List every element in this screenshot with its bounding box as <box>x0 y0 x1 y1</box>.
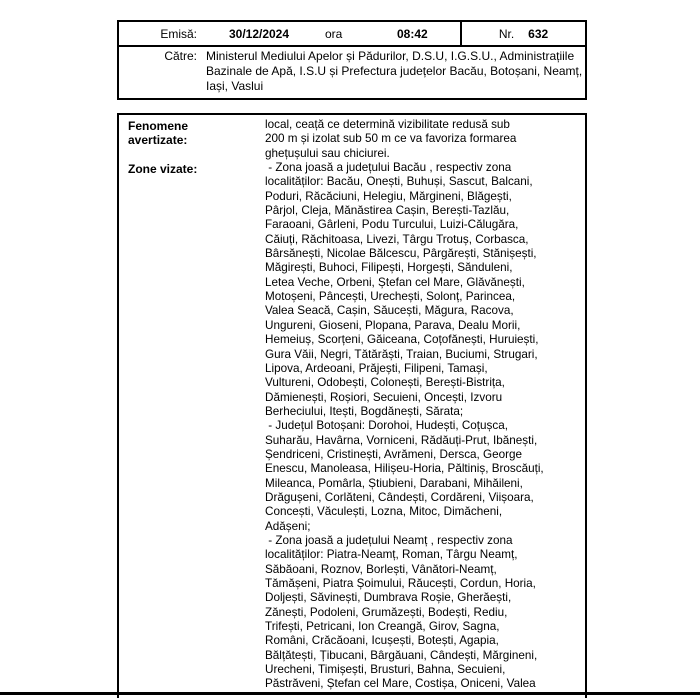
text-line: Români, Crăcăoani, Icușești, Botești, Agapia, <box>265 634 499 648</box>
number-cell <box>462 22 585 45</box>
ora-label: ora <box>325 26 343 41</box>
text-line: Trifești, Petricani, Ion Creangă, Girov, Sagna, <box>265 620 500 634</box>
text-line: ghețușului sau chiciurei. <box>265 146 390 160</box>
text-line: Mileanca, Pomârla, Știubieni, Darabani, Mihăileni, <box>265 476 523 490</box>
header-row-issued <box>119 22 585 45</box>
nr-value: 632 <box>528 26 549 41</box>
text-line: Urecheni, Timișești, Brusturi, Bahna, Secuieni, <box>265 663 506 677</box>
fenomene-row <box>119 118 585 161</box>
text-line: Păstrăveni, Ștefan cel Mare, Costișa, Oniceni, Valea <box>265 677 536 691</box>
header-table <box>117 20 587 100</box>
issued-cell <box>119 22 462 45</box>
issue-date: 30/12/2024 <box>228 26 290 41</box>
text-line: - Județul Botoșani: Dorohoi, Hudești, Coțușca, <box>265 419 508 433</box>
text-line: Tămășeni, Piatra Șoimului, Răucești, Cordun, Horia, <box>265 577 536 590</box>
nr-label: Nr. <box>498 26 515 41</box>
page-bottom-rule <box>0 692 700 695</box>
zone-text <box>265 161 585 692</box>
text-line: 200 m și izolat sub 50 m ce va favoriza formarea <box>265 132 517 146</box>
text-line: Măgirești, Buhoci, Filipești, Horgești, Sănduleni, <box>265 261 513 275</box>
text-line: Săbăoani, Roznov, Borlești, Vânători-Neamț, <box>265 562 497 576</box>
text-line: Enescu, Manoleasa, Hilișeu-Horia, Păltiniș, Broscăuți, <box>265 462 544 476</box>
text-line: Poduri, Răcăciuni, Helegiu, Mărgineni, Blăgești, <box>265 189 512 203</box>
text-line: local, ceață ce determină vizibilitate redusă sub <box>265 118 510 131</box>
text-line: Drăgușeni, Corlăteni, Cândești, Cordăreni, Viișoara, <box>265 490 534 504</box>
text-line: Dămienești, Roșiori, Secuieni, Oncești, Izvoru <box>265 390 503 404</box>
issue-time: 08:42 <box>397 26 428 41</box>
text-line: Zănești, Podoleni, Grumăzești, Bodești, Rediu, <box>265 605 508 619</box>
text-line: Hemeiuș, Scorțeni, Găiceana, Coțofănești, Huruiești, <box>265 333 539 347</box>
text-line: localităților: Bacău, Onești, Buhuși, Sascut, Balcani, <box>265 175 533 189</box>
text-line: Letea Veche, Orbeni, Ștefan cel Mare, Glăvănești, <box>265 275 525 289</box>
text-line: Șendriceni, Cristinești, Avrămeni, Dersca, George <box>265 447 523 461</box>
text-line: Concești, Văculești, Lozna, Mitoc, Dimăcheni, <box>265 505 503 519</box>
text-line: Suharău, Havârna, Vorniceni, Rădăuți-Prut, Ibănești, <box>265 433 538 447</box>
text-line: - Zona joasă a județului Neamț , respectiv zona <box>265 533 513 547</box>
text-line: Gura Văii, Negri, Tătărăști, Traian, Buciumi, Strugari, <box>265 347 538 361</box>
text-line: localităților: Piatra-Neamț, Roman, Târgu Neamț, <box>265 548 518 562</box>
text-line: Valea Seacă, Cașin, Săucești, Măgura, Racova, <box>265 304 514 318</box>
fenomene-label: Fenomene avertizate: <box>128 119 189 148</box>
warning-table <box>117 113 587 698</box>
text-line: Berheciului, Itești, Bogdănești, Sărata; <box>265 404 464 418</box>
header-row-recipient <box>119 45 585 98</box>
text-line: Lipova, Ardeoani, Prăjești, Filipeni, Tamași, <box>265 361 488 375</box>
text-line: Ungureni, Gioseni, Plopana, Parava, Dealu Morii, <box>265 318 521 332</box>
text-line: Doljești, Săvinești, Dumbrava Roșie, Gherăești, <box>265 591 512 605</box>
text-line: - Zona joasă a județului Bacău , respectiv zona <box>265 161 512 175</box>
text-line: Adășeni; <box>265 519 311 533</box>
emisa-label: Emisă: <box>160 26 197 41</box>
text-line: Pârjol, Cleja, Mănăstirea Cașin, Berești-Tazlău, <box>265 204 510 218</box>
text-line: Motoșeni, Pâncești, Urechești, Solonț, Parincea, <box>265 290 516 304</box>
recipient-text: Ministerul Mediului Apelor și Pădurilor, D.S.U, I.G.S.U., Administrațiile Bazinale de Apă, I.S.U și Prefectura județelor Bacău, Botoșani, Neamț, Iași, Vaslui <box>206 49 583 94</box>
catre-label: Către: <box>164 49 197 63</box>
zone-label: Zone vizate: <box>128 162 198 177</box>
text-line: Căiuți, Răchitoasa, Livezi, Târgu Trotuș, Corbasca, <box>265 232 529 246</box>
text-line: Faraoani, Gârleni, Podu Turcului, Luizi-Călugăra, <box>265 218 519 232</box>
text-line: Vultureni, Odobești, Colonești, Berești-Bistrița, <box>265 376 505 390</box>
zone-row <box>119 161 585 692</box>
text-line: Bârsănești, Nicolae Bălcescu, Pârgărești, Stănișești, <box>265 247 537 261</box>
fenomene-text <box>265 118 585 161</box>
text-line: Bălțătești, Țibucani, Bârgăuani, Cândești, Mărgineni, <box>265 648 538 662</box>
